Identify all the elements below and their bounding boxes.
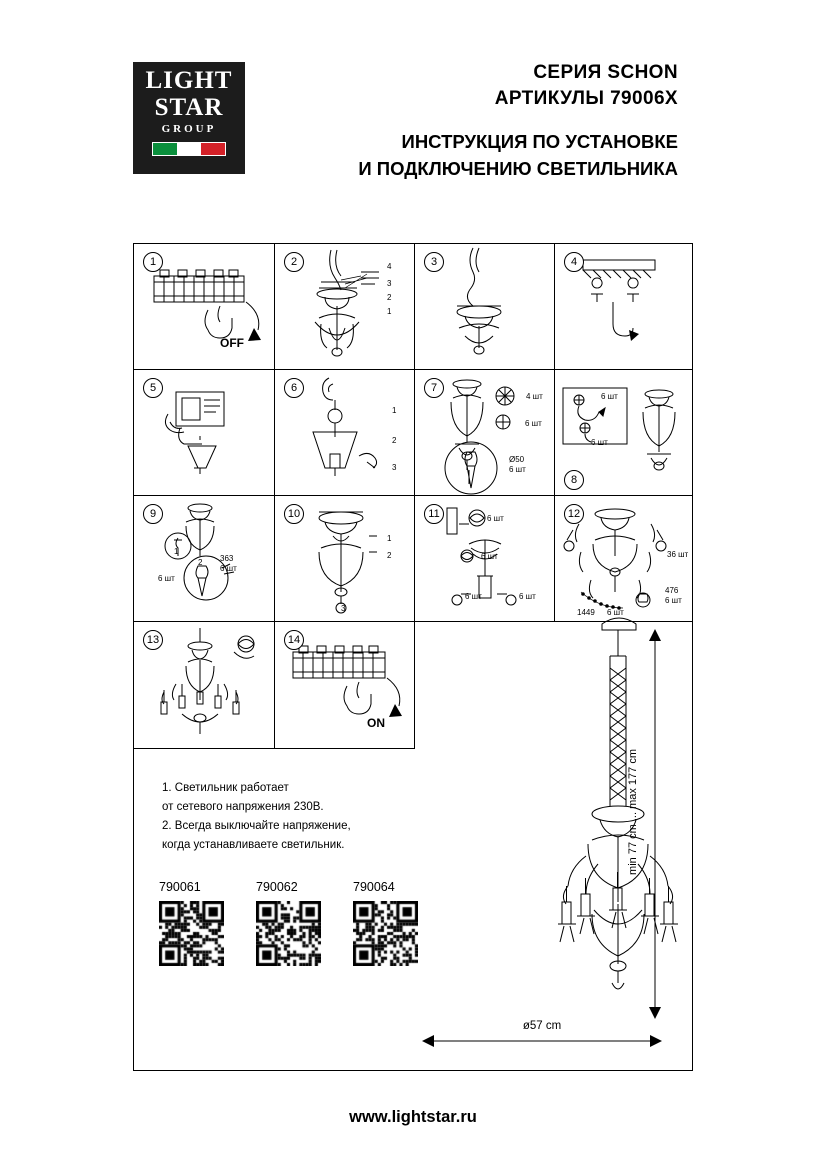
- step-cell-6: [275, 370, 415, 496]
- step-number-3: 3: [424, 252, 444, 272]
- step-2-label-4: 4: [387, 262, 392, 271]
- step-number-12: 12: [564, 504, 584, 524]
- step-7-label-6sht: 6 шт: [525, 419, 542, 428]
- step-number-11: 11: [424, 504, 444, 524]
- step-number-2: 2: [284, 252, 304, 272]
- code-number: 790064: [353, 880, 395, 894]
- code-number: 790061: [159, 880, 201, 894]
- step-number-5: 5: [143, 378, 163, 398]
- step-8-label-6sht-1: 6 шт: [601, 392, 618, 401]
- step-number-10: 10: [284, 504, 304, 524]
- note-line-1: 1. Светильник работает: [162, 782, 289, 794]
- series-title: СЕРИЯ SCHON: [533, 62, 678, 83]
- step-cell-12: [555, 496, 692, 622]
- step-number-4: 4: [564, 252, 584, 272]
- step-number-9: 9: [143, 504, 163, 524]
- step-2-label-3: 3: [387, 279, 392, 288]
- step-9-label-363: 363: [220, 554, 234, 563]
- step-number-1: 1: [143, 252, 163, 272]
- step-9-label-1: 1: [174, 547, 179, 556]
- footer-url[interactable]: www.lightstar.ru: [349, 1108, 477, 1126]
- italy-flag-icon: [152, 142, 226, 156]
- step-11-label-6sht-3: 6 шт: [465, 592, 482, 601]
- qr-code[interactable]: [256, 901, 321, 966]
- step-8-label-6sht-2: 6 шт: [591, 438, 608, 447]
- step-number-13: 13: [143, 630, 163, 650]
- product-diagram: [544, 614, 694, 1064]
- instruction-line-1: ИНСТРУКЦИЯ ПО УСТАНОВКЕ: [401, 131, 678, 153]
- qr-code[interactable]: [353, 901, 418, 966]
- step-cell-7: [415, 370, 555, 496]
- code-item: [353, 880, 425, 966]
- logo-text-star: STAR: [154, 94, 224, 121]
- step-12-label-36sht: 36 шт: [667, 550, 689, 559]
- step-10-label-3: 3: [341, 604, 346, 613]
- logo-text-light: LIGHT: [145, 67, 233, 94]
- step-cell-11: [415, 496, 555, 622]
- instruction-line-2: И ПОДКЛЮЧЕНИЮ СВЕТИЛЬНИКА: [358, 158, 678, 180]
- step-cell-9: [134, 496, 275, 622]
- note-line-4: когда устанавливаете светильник.: [162, 838, 345, 851]
- diameter-dimension: [422, 1034, 662, 1048]
- step-11-label-6sht-2: 6 шт: [481, 552, 498, 561]
- step-12-label-1449: 1449: [577, 608, 595, 617]
- brand-logo: [133, 62, 245, 174]
- height-dimension: [627, 629, 670, 1019]
- step-12-label-476: 476: [665, 586, 679, 595]
- step-12-label-6sht: 6 шт: [665, 596, 682, 605]
- step-number-8: 8: [564, 470, 584, 490]
- step-cell-2: [275, 244, 415, 370]
- step-cell-10: [275, 496, 415, 622]
- notes-block: [162, 779, 442, 855]
- step-14-label-on: ON: [367, 716, 385, 730]
- step-2-label-1: 1: [387, 307, 392, 316]
- step-cell-14: [275, 622, 415, 749]
- instruction-frame: [133, 243, 693, 1071]
- step-7-label-6sht-2: 6 шт: [509, 465, 526, 474]
- step-number-14: 14: [284, 630, 304, 650]
- step-10-label-1: 1: [387, 534, 392, 543]
- qr-code[interactable]: [159, 901, 224, 966]
- step-9-label-6sht-1: 6 шт: [158, 574, 175, 583]
- step-number-7: 7: [424, 378, 444, 398]
- step-2-label-2: 2: [387, 293, 392, 302]
- step-cell-8: [555, 370, 692, 496]
- height-dimension-label: min 77 cm ... max 177 cm: [627, 749, 639, 875]
- header-title-block: [250, 60, 700, 183]
- diameter-dimension-label: ø57 cm: [522, 1020, 562, 1032]
- step-cell-1: [134, 244, 275, 370]
- step-9-label-2: 2: [198, 558, 203, 567]
- step-11-label-6sht-1: 6 шт: [487, 514, 504, 523]
- step-number-6: 6: [284, 378, 304, 398]
- note-line-2: от сетевого напряжения 230В.: [162, 800, 324, 813]
- step-1-label-off: OFF: [220, 336, 244, 350]
- code-number: 790062: [256, 880, 298, 894]
- step-6-label-2: 2: [392, 436, 397, 445]
- step-cell-5: [134, 370, 275, 496]
- step-6-label-1: 1: [392, 406, 397, 415]
- step-cell-3: [415, 244, 555, 370]
- step-cell-4: [555, 244, 692, 370]
- step-12-label-6sht-2: 6 шт: [607, 608, 624, 617]
- step-10-label-2: 2: [387, 551, 392, 560]
- step-7-label-d50: Ø50: [509, 455, 525, 464]
- page-header: [0, 52, 826, 202]
- logo-text-group: GROUP: [161, 123, 217, 135]
- step-cell-13: [134, 622, 275, 749]
- code-item: [159, 880, 231, 966]
- step-7-label-4sht: 4 шт: [526, 392, 543, 401]
- step-6-label-3: 3: [392, 463, 397, 472]
- note-line-3: 2. Всегда выключайте напряжение,: [162, 819, 351, 832]
- code-item: [256, 880, 328, 966]
- step-11-label-6sht-4: 6 шт: [519, 592, 536, 601]
- step-9-label-6sht-2: 6 шт: [220, 564, 237, 573]
- product-codes: [159, 880, 429, 966]
- article-title: АРТИКУЛЫ 79006X: [494, 87, 678, 109]
